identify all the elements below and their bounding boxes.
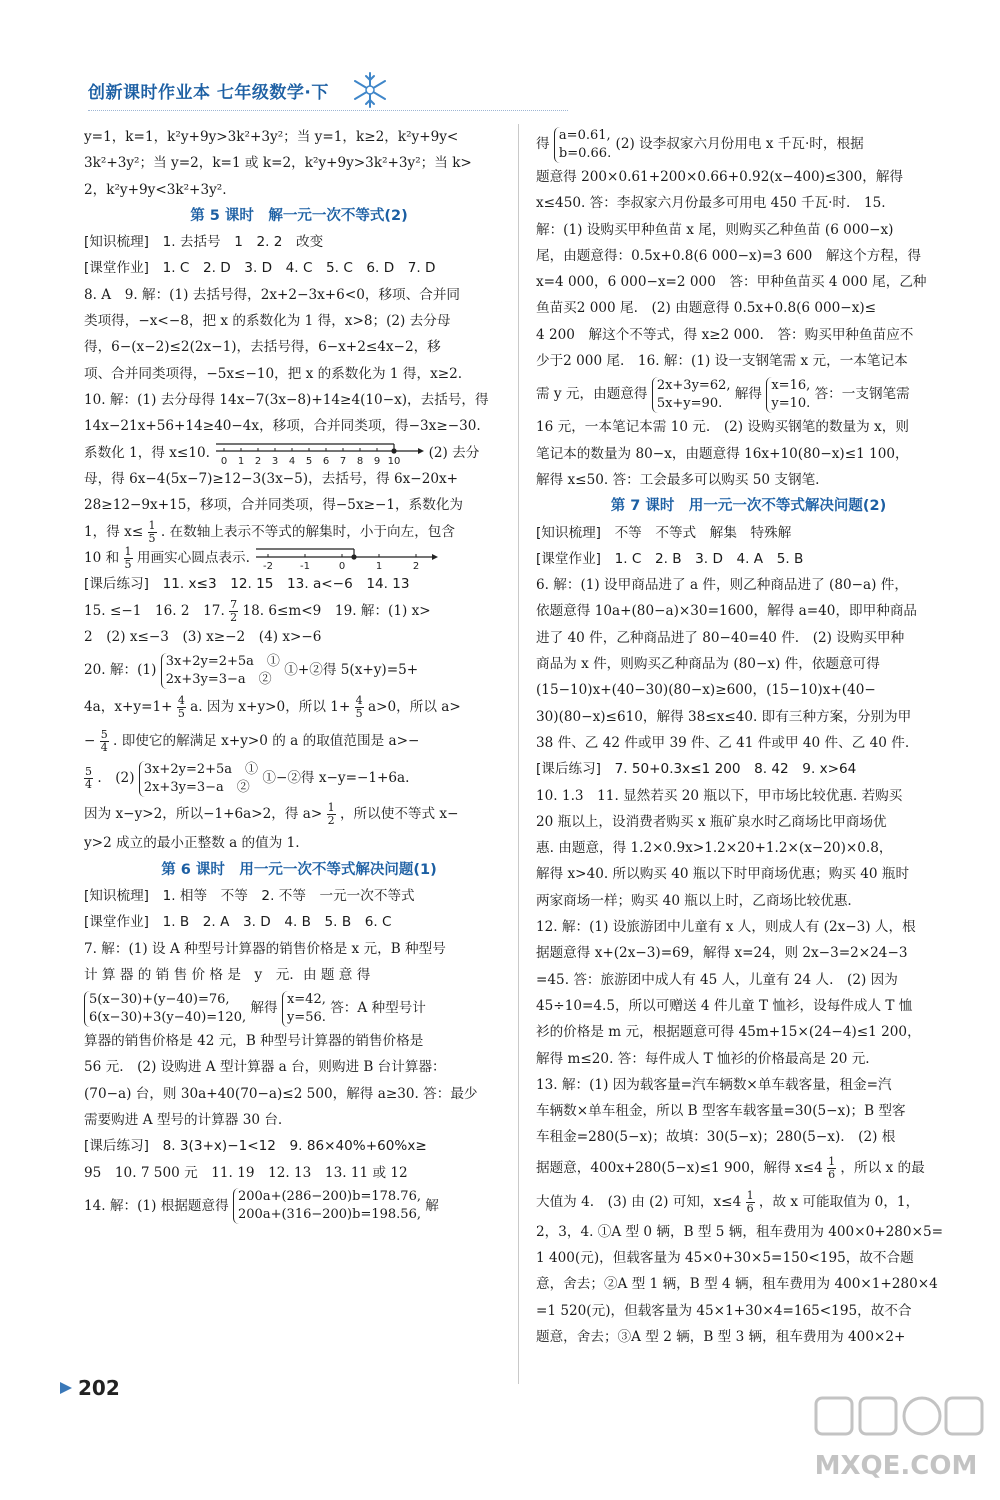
text-span: 20. 解：(1): [84, 662, 157, 679]
text-line: [84, 724, 514, 758]
text-span: ，故 x 可能取值为 0，1，: [758, 1193, 920, 1210]
equation: 2x+3y=62,: [656, 377, 731, 393]
text-line: 项、合并同类项得，−5x≤−10，把 x 的系数化为 1 得，x≥2.: [84, 365, 463, 382]
fraction: [177, 695, 186, 720]
text-line: 笔记本的数量为 80−x，由题意得 16x+10(80−x)≤1 100，: [536, 445, 909, 462]
numerator: 1: [124, 544, 132, 558]
tick-label: 2: [255, 456, 262, 467]
text-line: 14x−21x+56+14≥40−4x，移项，合并同类项，得−3x≥−30.: [84, 418, 481, 435]
tick-label: 1: [238, 456, 245, 467]
numerator: 7: [230, 597, 238, 611]
text-line: [知识梳理] 不等 不等式 解集 特殊解: [536, 524, 792, 541]
right-column: [536, 124, 961, 1350]
tick-label: 0: [221, 456, 228, 467]
text-line: 少于2 000 尾. 16. 解：(1) 设一支钢笔需 x 元，一本笔记本: [536, 353, 908, 370]
text-span: 18. 6≤m<9 19. 解：(1) x>: [242, 602, 431, 619]
text-line: 商品为 x 件，则购买乙种商品为 (80−x) 件，依题意可得: [536, 656, 880, 673]
equation: 3x+2y=2+5a ①: [143, 761, 259, 777]
equation: b=0.66.: [558, 145, 612, 161]
equation-system: [652, 377, 731, 413]
text-line: 56 元. (2) 设购进 A 型计算器 a 台，则购进 B 台计算器：: [84, 1059, 446, 1076]
text-line: 28≥12−9x+15，移项，合并同类项，得−5x≥−1，系数化为: [84, 497, 464, 514]
fraction: [827, 1156, 836, 1181]
tick-label: 5: [306, 456, 313, 467]
left-column: [84, 124, 514, 1226]
text-line: x≤450. 答：李叔家六月份最多可用电 450 千瓦·时. 15.: [536, 195, 886, 212]
text-line: y=1，k=1，k²y+9y>3k²+3y²；当 y=1，k≥2，k²y+9y<: [84, 129, 459, 145]
text-line: [536, 374, 961, 414]
equation-system: [233, 1188, 421, 1224]
tick-label: 8: [357, 456, 364, 467]
equation-system: [766, 377, 810, 413]
text-span: 得: [536, 136, 550, 152]
text-line: y>2 成立的最小正整数 a 的值为 1.: [84, 835, 300, 852]
fraction: [229, 599, 238, 624]
numerator: 5: [100, 728, 108, 742]
text-line: [课堂作业] 1. B 2. A 3. D 4. B 5. B 6. C: [84, 914, 392, 931]
fraction: [124, 546, 133, 571]
tick-label: -2: [263, 561, 274, 572]
text-line: 算器的销售价格是 42 元，B 种型号计算器的销售价格是: [84, 1033, 424, 1050]
text-line: [课堂作业] 1. C 2. D 3. D 4. C 5. C 6. D 7. D: [84, 260, 436, 277]
text-line: [84, 519, 514, 545]
denominator: 2: [327, 814, 335, 828]
text-line: 类项得，−x<−8，把 x 的系数化为 1 得，x>8；(2) 去分母: [84, 313, 451, 330]
text-span: 10 和: [84, 549, 120, 566]
equation-system: [139, 761, 258, 797]
text-line: [课后练习] 11. x≤3 12. 15 13. a<−6 14. 13: [84, 576, 410, 593]
text-span: ①+②得 5(x+y)=5+: [284, 662, 419, 679]
text-line: 母，得 6x−4(5x−7)≥12−3(3x−5)，去括号，得 6x−20x+: [84, 471, 459, 488]
text-line: [课后练习] 8. 3(3+x)−1<12 9. 86×40%+60%x≥: [84, 1138, 427, 1155]
text-line: 8. A 9. 解：(1) 去括号得，2x+2−3x+6<0，移项、合并同: [84, 286, 461, 303]
text-line: 得，6−(x−2)≤2(2x−1)，去括号得，6−x+2≤4x−2，移: [84, 339, 441, 356]
text-span: 大值为 4. (3) 由 (2) 可知，x≤4: [536, 1193, 742, 1210]
text-line: 需要购进 A 型号的计算器 30 台.: [84, 1112, 283, 1129]
equation: y=56.: [286, 1009, 326, 1025]
text-line: 惠. 由题意，得 1.2×0.9x>1.2×20+1.2×(x−20)×0.8，: [536, 840, 893, 857]
text-line: 车租金=280(5−x)；故填：30(5−x)；280(5−x). (2) 根: [536, 1129, 896, 1146]
text-line: [84, 650, 514, 690]
equation: 3x+2y=2+5a ①: [165, 653, 280, 669]
text-line: [84, 598, 514, 624]
text-span: 据题意，400x+280(5−x)≤1 900，解得 x≤4: [536, 1159, 823, 1176]
text-span: 用画实心圆点表示.: [136, 549, 250, 566]
text-line: 12. 解：(1) 设旅游团中儿童有 x 人，则成人有 (2x−3) 人，根: [536, 919, 916, 936]
lesson-6-heading: 第 6 课时 用一元一次不等式解决问题(1): [161, 861, 437, 878]
text-span: 系数化 1，得 x≤10.: [84, 444, 210, 461]
numerator: 1: [148, 518, 156, 532]
denominator: 6: [828, 1167, 836, 1181]
equation-system: [282, 991, 326, 1027]
text-span: ①−②得 x−y=−1+6a.: [262, 770, 410, 787]
denominator: 4: [100, 741, 108, 755]
text-line: 2 (2) x≤−3 (3) x≥−2 (4) x>−6: [84, 629, 322, 646]
running-header: [88, 70, 397, 110]
text-line: 两家商场一样；购买 40 瓶以上时，乙商场比较优惠.: [536, 892, 852, 909]
text-span: 解得: [250, 1000, 278, 1017]
tick-label: 1: [376, 561, 383, 572]
tick-label: -1: [300, 561, 311, 572]
lesson-5-heading: 第 5 课时 解一元一次不等式(2): [190, 207, 408, 224]
text-line: 7. 解：(1) 设 A 种型号计算器的销售价格是 x 元，B 种型号: [84, 940, 446, 957]
book-title: 创新课时作业本 七年级数学·下: [88, 82, 329, 103]
equation: 200a+(316−200)b=198.56,: [238, 1207, 421, 1223]
text-line: 13. 解：(1) 因为载客量=汽车辆数×单车载客量，租金=汽: [536, 1076, 892, 1093]
text-line: 题意，舍去；③A 型 2 辆，B 型 3 辆，租车费用为 400×2+: [536, 1328, 906, 1345]
lesson-7-heading: 第 7 课时 用一元一次不等式解决问题(2): [610, 498, 887, 515]
text-line: 解得 m≤20. 答：每件成人 T 恤衫的价格最高是 20 元.: [536, 1050, 870, 1067]
numerator: 1: [746, 1188, 754, 1202]
text-line: 计 算 器 的 销 售 价 格 是 y 元．由 题 意 得: [84, 966, 371, 983]
denominator: 6: [746, 1201, 754, 1215]
text-line: 3k²+3y²；当 y=2，k=1 或 k=2，k²y+9y>3k²+3y²；当 k>: [84, 155, 472, 172]
header-rule: [88, 110, 568, 112]
text-line: 据题意得 x+(2x−3)=69，解得 x=24，则 2x−3=2×24−3: [536, 945, 908, 962]
text-line: [84, 758, 514, 798]
text-line: [84, 440, 514, 467]
text-span: (2) 设李叔家六月份用电 x 千瓦·时，根据: [615, 136, 864, 152]
text-span: . (2): [97, 770, 135, 787]
text-line: 30)(80−x)≤610，解得 38≤x≤40. 即有三种方案，分别为甲: [536, 708, 912, 725]
text-span: 答：一支钢笔需: [814, 386, 910, 403]
text-line: 解得 x≤50. 答：工会最多可以购买 50 支钢笔.: [536, 471, 820, 488]
watermark-logo: [806, 1392, 986, 1492]
text-span: 答：A 种型号计: [330, 1000, 426, 1017]
equation: a=0.61,: [558, 127, 611, 143]
text-line: 衫的价格是 m 元，根据题意可得 45m+15×(24−4)≤1 200，: [536, 1024, 921, 1041]
text-line: 10. 1.3 11. 显然若买 20 瓶以下，甲市场比较优惠. 若购买: [536, 787, 903, 804]
text-line: [536, 1151, 961, 1185]
numerator: 1: [327, 801, 335, 815]
numerator: 4: [177, 694, 185, 708]
text-line: 1 400(元)，但载客量为 45×0+30×5=150<195，故不合题: [536, 1249, 914, 1266]
tick-label: 0: [339, 561, 346, 572]
number-line-2: [254, 545, 439, 571]
snowflake-icon: [343, 70, 397, 110]
text-span: ，所以 x 的最: [840, 1159, 925, 1176]
text-line: 解得 x>40. 所以购买 40 瓶以下时甲商场优惠；购买 40 瓶时: [536, 866, 910, 883]
equation: x=16,: [771, 377, 811, 393]
text-line: [课堂作业] 1. C 2. B 3. D 4. A 5. B: [536, 550, 804, 567]
equation: 5x+y=90.: [656, 395, 723, 411]
text-line: 10. 解：(1) 去分母得 14x−7(3x−8)+14≥4(10−x)，去括号，得: [84, 391, 489, 408]
equation: x=42,: [286, 991, 326, 1007]
fraction: [84, 766, 93, 791]
text-span: a. 因为 x+y>0，所以 1+: [190, 699, 351, 716]
text-line: [知识梳理] 1. 去括号 1 2. 2 改变: [84, 234, 324, 251]
equation: 2x+3y=3−a ②: [143, 779, 250, 795]
number-line-1: [214, 440, 424, 466]
text-line: 题意得 200×0.61+200×0.66+0.92(x−400)≤300，解得: [536, 169, 904, 185]
denominator: 5: [124, 557, 132, 571]
equation: 6(x−30)+3(y−40)=120,: [89, 1009, 247, 1025]
numerator: 4: [355, 694, 363, 708]
tick-label: 7: [340, 456, 347, 467]
text-span: 15. ≤−1 16. 2 17.: [84, 602, 225, 619]
text-span: 14. 解：(1) 根据题意得: [84, 1197, 229, 1214]
text-line: 依题意得 10a+(80−a)×30=1600，解得 a=40，即甲种商品: [536, 603, 918, 620]
page-number-text: 202: [78, 1376, 120, 1400]
tick-label: 2: [413, 561, 420, 572]
text-span: . 即使它的解满足 x+y>0 的 a 的取值范围是 a>−: [113, 733, 420, 750]
equation: y=10.: [771, 395, 811, 411]
text-line: 16 元，一本笔记本需 10 元. (2) 设购买钢笔的数量为 x，则: [536, 419, 909, 436]
equation-system: [84, 991, 246, 1027]
text-line: 2，3，4. ①A 型 0 辆，B 型 5 辆，租车费用为 400×0+280×5=: [536, 1223, 944, 1240]
text-span: (2) 去分: [428, 444, 480, 461]
text-span: 1，得 x≤: [84, 523, 144, 540]
text-line: 意，舍去；②A 型 1 辆，B 型 4 辆，租车费用为 400×1+280×4: [536, 1276, 938, 1293]
text-span: 因为 x−y>2，所以−1+6a>2，得 a>: [84, 806, 323, 823]
text-line: 95 10. 7 500 元 11. 19 12. 13 13. 11 或 12: [84, 1164, 408, 1181]
text-line: 20 瓶以上，设消费者购买 x 瓶矿泉水时乙商场比甲商场优: [536, 813, 887, 830]
text-line: [课后练习] 7. 50+0.3x≤1 200 8. 42 9. x>64: [536, 761, 857, 778]
column-divider: [518, 124, 519, 1384]
tick-label: 9: [374, 456, 381, 467]
text-line: (15−10)x+(40−30)(80−x)≥600，(15−10)x+(40−: [536, 682, 876, 699]
denominator: 4: [85, 778, 92, 792]
denominator: 5: [355, 707, 363, 721]
text-line: 解：(1) 设购买甲种鱼苗 x 尾，则购买乙种鱼苗 (6 000−x): [536, 221, 894, 238]
tick-label: 6: [323, 456, 330, 467]
text-span: . 在数轴上表示不等式的解集时，小于向左，包含: [160, 523, 455, 540]
fraction: [100, 729, 109, 754]
text-line: =1 520(元)，但载客量为 45×1+30×4=165<195，故不合: [536, 1302, 912, 1319]
numerator: 5: [85, 765, 92, 779]
text-line: 2，k²y+9y<3k²+3y².: [84, 181, 227, 198]
text-span: 解得: [734, 386, 763, 403]
numerator: 1: [828, 1154, 836, 1168]
text-line: 38 件、乙 42 件或甲 39 件、乙 41 件或甲 40 件、乙 40 件.: [536, 734, 910, 751]
text-line: 4 200 解这个不等式，得 x≥2 000. 答：购买甲种鱼苗应不: [536, 326, 914, 343]
text-span: 解: [425, 1197, 439, 1214]
fraction: [355, 695, 364, 720]
text-line: 进了 40 件，乙种商品进了 80−40=40 件. (2) 设购买甲种: [536, 629, 905, 646]
text-line: [536, 1185, 961, 1219]
text-line: [84, 690, 514, 724]
equation: 5(x−30)+(y−40)=76,: [89, 991, 230, 1007]
denominator: 2: [230, 610, 238, 624]
text-line: [536, 124, 961, 164]
watermark-text: MXQE.COM: [814, 1451, 978, 1481]
text-span: 4a，x+y=1+: [84, 699, 173, 716]
page-number: [60, 1376, 120, 1400]
text-line: [84, 545, 514, 572]
fraction: [746, 1190, 755, 1215]
page-arrow-icon: [60, 1382, 72, 1394]
text-line: [84, 1186, 514, 1226]
tick-label: 4: [289, 456, 296, 467]
denominator: 5: [148, 531, 156, 545]
tick-label: 3: [272, 456, 279, 467]
equation-system: [554, 127, 611, 163]
equation: 200a+(286−200)b=178.76,: [238, 1189, 421, 1205]
text-span: a>0，所以 a>: [368, 699, 461, 716]
text-line: 鱼苗买2 000 尾. (2) 由题意得 0.5x+0.8(6 000−x)≤: [536, 300, 877, 317]
text-line: =45. 答：旅游团中成人有 45 人，儿童有 24 人. (2) 因为: [536, 971, 898, 988]
tick-label: 10: [387, 456, 401, 467]
equation-system: [161, 653, 280, 689]
text-line: [知识梳理] 1. 相等 不等 2. 不等 一元一次不等式: [84, 887, 415, 904]
text-line: [84, 798, 514, 830]
text-line: (70−a) 台，则 30a+40(70−a)≤2 500，解得 a≥30. 答：最少: [84, 1085, 478, 1102]
text-span: 需 y 元，由题意得: [536, 386, 648, 403]
denominator: 5: [177, 707, 185, 721]
text-line: 尾，由题意得：0.5x+0.8(6 000−x)=3 600 解这个方程，得: [536, 247, 922, 264]
text-span: ，所以使不等式 x−: [339, 806, 459, 823]
text-line: 6. 解：(1) 设甲商品进了 a 件，则乙种商品进了 (80−a) 件，: [536, 577, 908, 594]
fraction: [148, 520, 157, 545]
text-line: 车辆数×单车租金，所以 B 型客车载客量=30(5−x)；B 型客: [536, 1103, 906, 1120]
text-line: 45÷10=4.5，所以可赠送 4 件儿童 T 恤衫，设每件成人 T 恤: [536, 997, 913, 1014]
text-line: [84, 988, 514, 1028]
fraction: [327, 802, 336, 827]
text-span: −: [84, 733, 96, 750]
equation: 2x+3y=3−a ②: [165, 671, 272, 687]
text-line: x=4 000，6 000−x=2 000 答：甲种鱼苗买 4 000 尾，乙种: [536, 274, 927, 291]
